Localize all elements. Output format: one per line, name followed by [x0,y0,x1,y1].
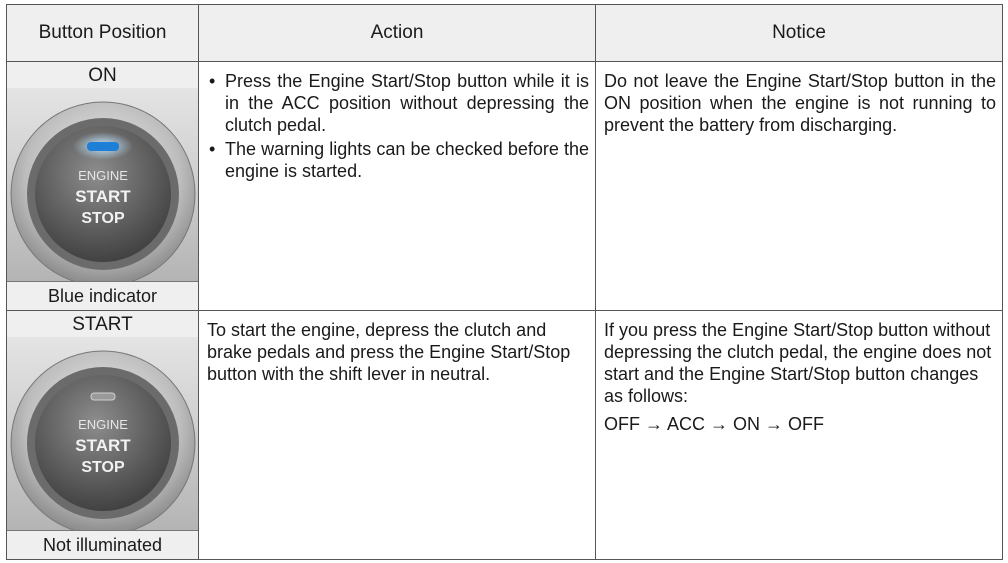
notice-text-on: Do not leave the Engine Start/Stop button in the ON position when the engine is not running to prevent the battery from discharging. [604,71,996,135]
action-text-start: To start the engine, depress the clutch and brake pedals and press the Engine Start/Stop button with the shift lever in neutral. [207,320,571,384]
engine-start-button-icon [7,88,198,281]
caption-on: Blue indicator [7,281,198,310]
bullet-icon: • [209,139,216,159]
notice-cell-start [596,311,1003,560]
table-header-row [7,5,1003,62]
position-cell-start [7,311,199,560]
header-button-position: Button Position [7,5,199,62]
header-action: Action [199,5,596,62]
button-label-stop-start: STOP [81,459,125,476]
state-sequence: OFF → ACC → ON → OFF [604,414,824,434]
notice-text-start: If you press the Engine Start/Stop button without depressing the clutch pedal, the engine does not start and the Engine Start/Stop button changes as follows: [604,320,992,406]
header-notice: Notice [596,5,1003,62]
table-row-on [7,62,1003,311]
button-label-engine-start: ENGINE [78,417,128,432]
button-position-table [6,4,1003,560]
button-label-start-on: START [75,187,131,206]
caption-start: Not illuminated [7,530,198,559]
button-photo-on [7,88,198,281]
position-name-on: ON [7,62,198,88]
button-label-stop-on: STOP [81,210,125,227]
button-label-engine-on: ENGINE [78,168,128,183]
table-row-start [7,311,1003,560]
list-item: • The warning lights can be checked before the engine is started. [209,139,589,181]
button-photo-start [7,337,198,530]
action-cell-on [199,62,596,311]
bullet-icon: • [209,71,216,91]
action-cell-start [199,311,596,560]
button-label-start-start: START [75,436,131,455]
position-name-start: START [7,311,198,337]
engine-start-button-icon [7,337,198,530]
action-list-on [207,70,589,182]
list-item: • Press the Engine Start/Stop button while it is in the ACC position without depressing the clutch pedal. [209,71,589,135]
notice-cell-on [596,62,1003,311]
position-cell-on [7,62,199,311]
